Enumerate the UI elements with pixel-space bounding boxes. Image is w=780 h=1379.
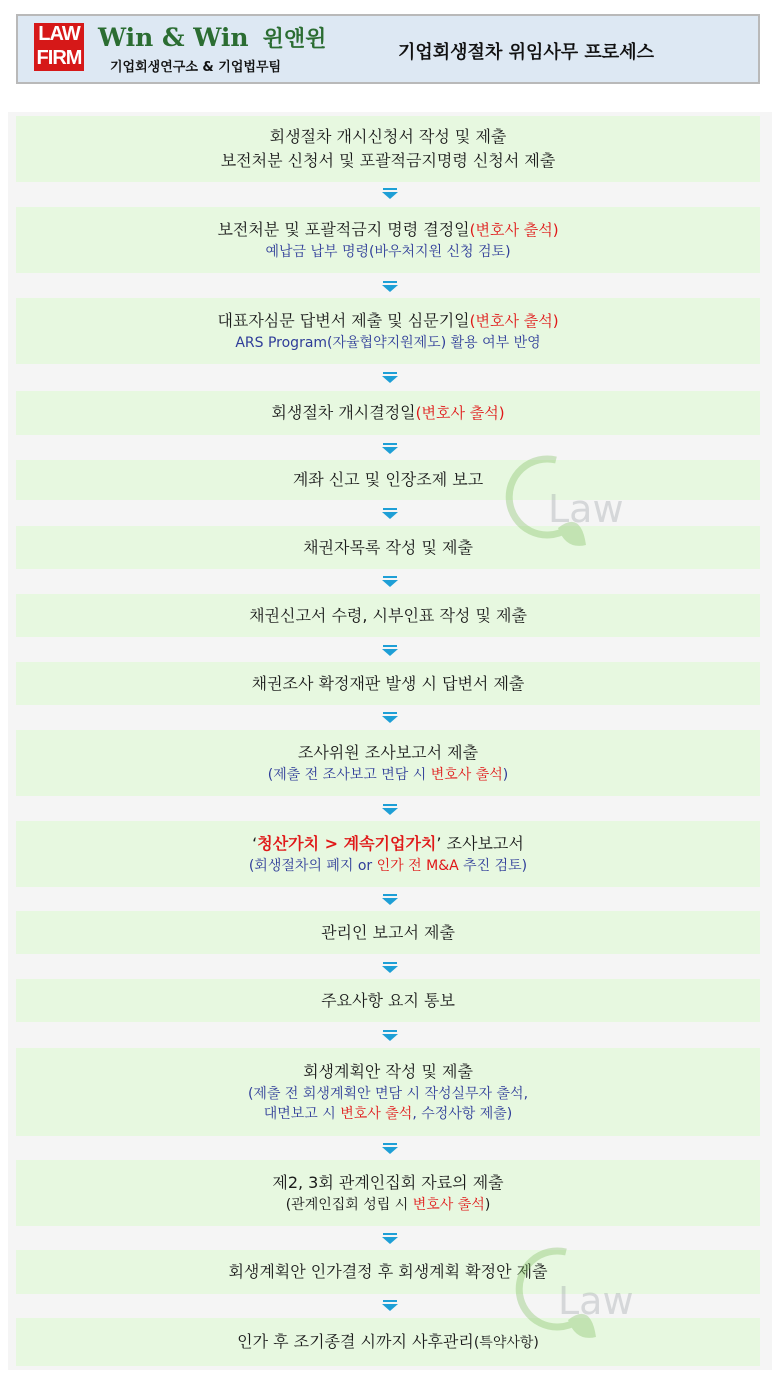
logo-line2: FIRM [36,47,82,69]
note-part: 대면보고 시 [263,1106,341,1122]
step-box [16,1048,760,1136]
step-box [16,391,760,435]
step-text [217,309,558,333]
logo-line1: LAW [38,23,80,45]
quote-mark: ‘ [252,834,258,853]
note-part: (제출 전 조사보고 면담 시 [267,767,431,783]
step-note [268,765,509,785]
step-box [16,821,760,887]
step-text [237,1330,539,1355]
step-text [217,218,558,242]
down-arrow-icon [382,576,398,587]
down-arrow-icon [382,712,398,723]
attorney-attendance: (변호사 출석) [469,312,559,330]
step-label: 보전처분 및 포괄적금지 명령 결정일 [217,220,470,239]
down-arrow-icon [382,645,398,656]
down-arrow-icon [382,804,398,815]
step-note: ARS Program(자율협약지원제도) 활용 여부 반영 [235,335,541,351]
step-box [16,460,760,500]
down-arrow-icon [382,894,398,905]
step-note [249,856,527,876]
step-label: 대표자심문 답변서 제출 및 심문기일 [217,311,470,330]
step-text: 보전처분 신청서 및 포괄적금지명령 신청서 제출 [220,151,556,170]
step-text: 회생계획안 작성 및 제출 [303,1062,473,1081]
brand-en: Win & Win [98,23,249,52]
brand-kr: 윈앤윈 [262,27,327,52]
step-text [271,401,504,425]
note-part: (관계인집회 성립 시 [285,1197,413,1213]
step-box [16,911,760,954]
step-box [16,730,760,796]
attorney-attendance: (변호사 출석) [469,221,559,239]
note-part: (회생절차의 폐지 or [248,858,377,874]
attorney-attendance: 변호사 출석 [340,1106,413,1122]
note-part: 추진 검토) [458,858,528,874]
note-part: ) [502,767,509,783]
liquidation-vs-going-concern: 청산가치 > 계속기업가치 [257,834,437,853]
attorney-attendance: 변호사 출석 [430,767,503,783]
law-watermark-icon [486,450,636,560]
step-text: 주요사항 요지 통보 [321,990,455,1010]
attorney-attendance: (변호사 출석) [415,404,505,422]
step-text: 회생계획안 인가결정 후 회생계획 확정안 제출 [228,1262,548,1281]
step-text: 계좌 신고 및 인장조제 보고 [292,470,484,489]
step-note: (제출 전 회생계획안 면담 시 작성실무자 출석, [247,1086,529,1102]
down-arrow-icon [382,508,398,519]
step-label: ’ 조사보고서 [436,834,524,853]
step-label: 회생절차 개시결정일 [271,403,416,422]
step-note: 예납금 납부 명령(바우처지원 신청 검토) [265,244,511,260]
watermark-text: Law [558,1279,634,1323]
step-text: 채권자목록 작성 및 제출 [303,537,473,557]
step-box [16,594,760,637]
down-arrow-icon [382,962,398,973]
note-part: , 수정사항 제출) [412,1106,513,1122]
step-box [16,662,760,705]
step-box [16,1250,760,1294]
down-arrow-icon [382,372,398,383]
step-box [16,298,760,364]
step-box [16,1318,760,1366]
ma-highlight: 인가 전 M&A [376,858,459,874]
step-box [16,116,760,182]
step-text [252,832,524,856]
down-arrow-icon [382,1143,398,1154]
step-note [286,1195,491,1215]
step-text: 조사위원 조사보고서 제출 [297,743,479,762]
step-note [264,1104,513,1124]
step-box [16,1160,760,1226]
watermark-text: Law [548,487,624,531]
law-watermark-icon [496,1242,646,1352]
attorney-attendance: 변호사 출석 [412,1197,485,1213]
note-part: ) [484,1197,491,1213]
step-label: 인가 후 조기종결 시까지 사후관리 [237,1331,474,1351]
down-arrow-icon [382,1030,398,1041]
step-box [16,207,760,273]
down-arrow-icon [382,281,398,292]
step-box [16,979,760,1022]
step-text: 관리인 보고서 제출 [321,922,455,942]
step-box [16,526,760,569]
brand-subtitle: 기업회생연구소 & 기업법무팀 [110,60,282,75]
down-arrow-icon [382,1233,398,1244]
down-arrow-icon [382,443,398,454]
page-title: 기업회생절차 위임사무 프로세스 [398,42,654,63]
step-text: 채권신고서 수령, 시부인표 작성 및 제출 [249,605,527,625]
step-text: 제2, 3회 관계인집회 자료의 제출 [272,1173,504,1192]
step-label-small: (특약사항) [473,1334,539,1351]
step-text: 채권조사 확정재판 발생 시 답변서 제출 [251,673,525,693]
step-text: 회생절차 개시신청서 작성 및 제출 [269,127,507,146]
down-arrow-icon [382,1300,398,1311]
down-arrow-icon [382,188,398,199]
